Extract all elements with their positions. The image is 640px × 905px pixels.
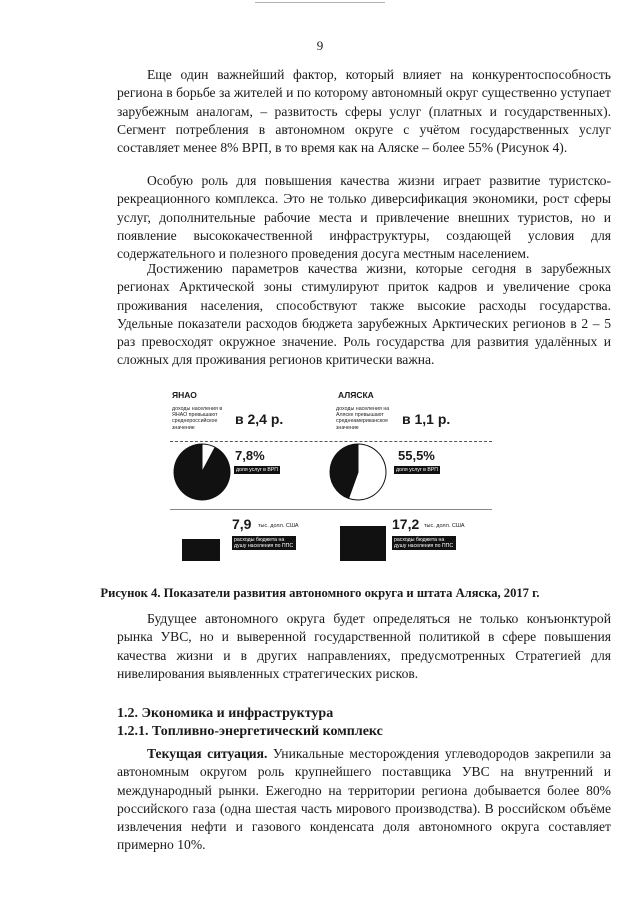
paragraph-current-situation	[117, 745, 611, 855]
subsection-heading: 1.2.1. Топливно-энергетический комплекс	[117, 724, 383, 739]
yanao-budget-value: 7,9	[232, 516, 252, 532]
alaska-budget-value: 17,2	[392, 516, 420, 532]
alaska-budget-block	[340, 526, 386, 561]
paragraph-services: Еще один важнейший фактор, который влияет на конкурентоспособность региона в борьбе за жителей и по которому автономный округ существенно уступает зарубежным аналогам, – развитость сферы услуг (платных и государственных). Сегмент потребления в автономном округе с учётом государственных услуг составляет менее 8% ВРП, в то время как на Аляске – более 55% (Рисунок 4).	[117, 67, 611, 156]
current-situation-text: Уникальные месторождения углеводородов закрепили за автономным округом роль крупнейшего поставщика УВС на внутренний и международный рынки. Ежегодно на территории региона добывается более 80% российского газа (одна шестая часть мирового производства). В российском объёме извлечения нефти и газового конденсата доля автономного округа составляет примерно 10%.	[117, 746, 611, 853]
yanao-services-pct: 7,8%	[235, 448, 265, 463]
current-situation-lead: Текущая ситуация.	[147, 746, 268, 761]
yanao-services-pie	[172, 442, 232, 502]
yanao-budget-unit: тыс. долл. США	[258, 523, 299, 529]
yanao-services-label: доля услуг в ВРП	[236, 467, 279, 473]
alaska-services-pie	[328, 442, 388, 502]
yanao-income-note: доходы населения в ЯНАО превышают среднероссийское значение	[172, 406, 223, 431]
figure-caption: Рисунок 4. Показатели развития автономного округа и штата Аляска, 2017 г.	[100, 586, 540, 600]
alaska-budget-unit: тыс. долл. США	[424, 523, 465, 529]
figure-4	[170, 384, 492, 574]
paragraph-tourism: Особую роль для повышения качества жизни играет развитие туристско-рекреационного комплекса. Это не только диверсификация экономики, рост сферы услуг, дополнительные рабочие места и привлечение внешних туристов, но и появление высококачественной инфраструктуры, создающей условия для содержательного и полезного проведения досуга местным населением.	[117, 173, 611, 262]
alaska-services-pct: 55,5%	[398, 448, 435, 463]
alaska-income-ratio: в 1,1 р.	[402, 411, 451, 427]
section-heading: 1.2. Экономика и инфраструктура	[117, 706, 334, 721]
yanao-budget-block	[182, 539, 220, 561]
figure-separator-2	[170, 509, 492, 510]
yanao-income-ratio: в 2,4 р.	[235, 411, 284, 427]
alaska-region-label: АЛЯСКА	[338, 390, 374, 400]
yanao-pie-slice-rest	[174, 444, 230, 500]
yanao-region-label: ЯНАО	[172, 390, 197, 400]
alaska-services-label: доля услуг в ВРП	[396, 467, 439, 473]
page-number: 9	[316, 38, 324, 53]
alaska-budget-label: расходы бюджета на душу населения по ППС	[392, 536, 456, 550]
alaska-income-note: доходы населения на Аляске превышают среднеамериканское значение	[336, 406, 390, 431]
paragraph-budget: Достижению параметров качества жизни, которые сегодня в зарубежных регионах Арктической зоны стимулируют приток кадров и увеличение срока проживания населения, способствуют также высокие расходы государства. Удельные показатели расходов бюджета зарубежных Арктических регионов в 2 – 5 раз превосходят окружное значение. Роль государства для развития удалённых и сложных для проживания регионов критически важна.	[117, 261, 611, 368]
yanao-budget-label: расходы бюджета на душу населения по ППС	[232, 536, 296, 550]
paragraph-future: Будущее автономного округа будет определяться не только конъюнктурой рынка УВС, но и выверенной государственной политикой в сфере повышения качества жизни и в других направлениях, предусмотренных Стратегией для нивелирования выявленных стратегических рисков.	[117, 611, 611, 681]
top-scan-line	[255, 2, 385, 3]
